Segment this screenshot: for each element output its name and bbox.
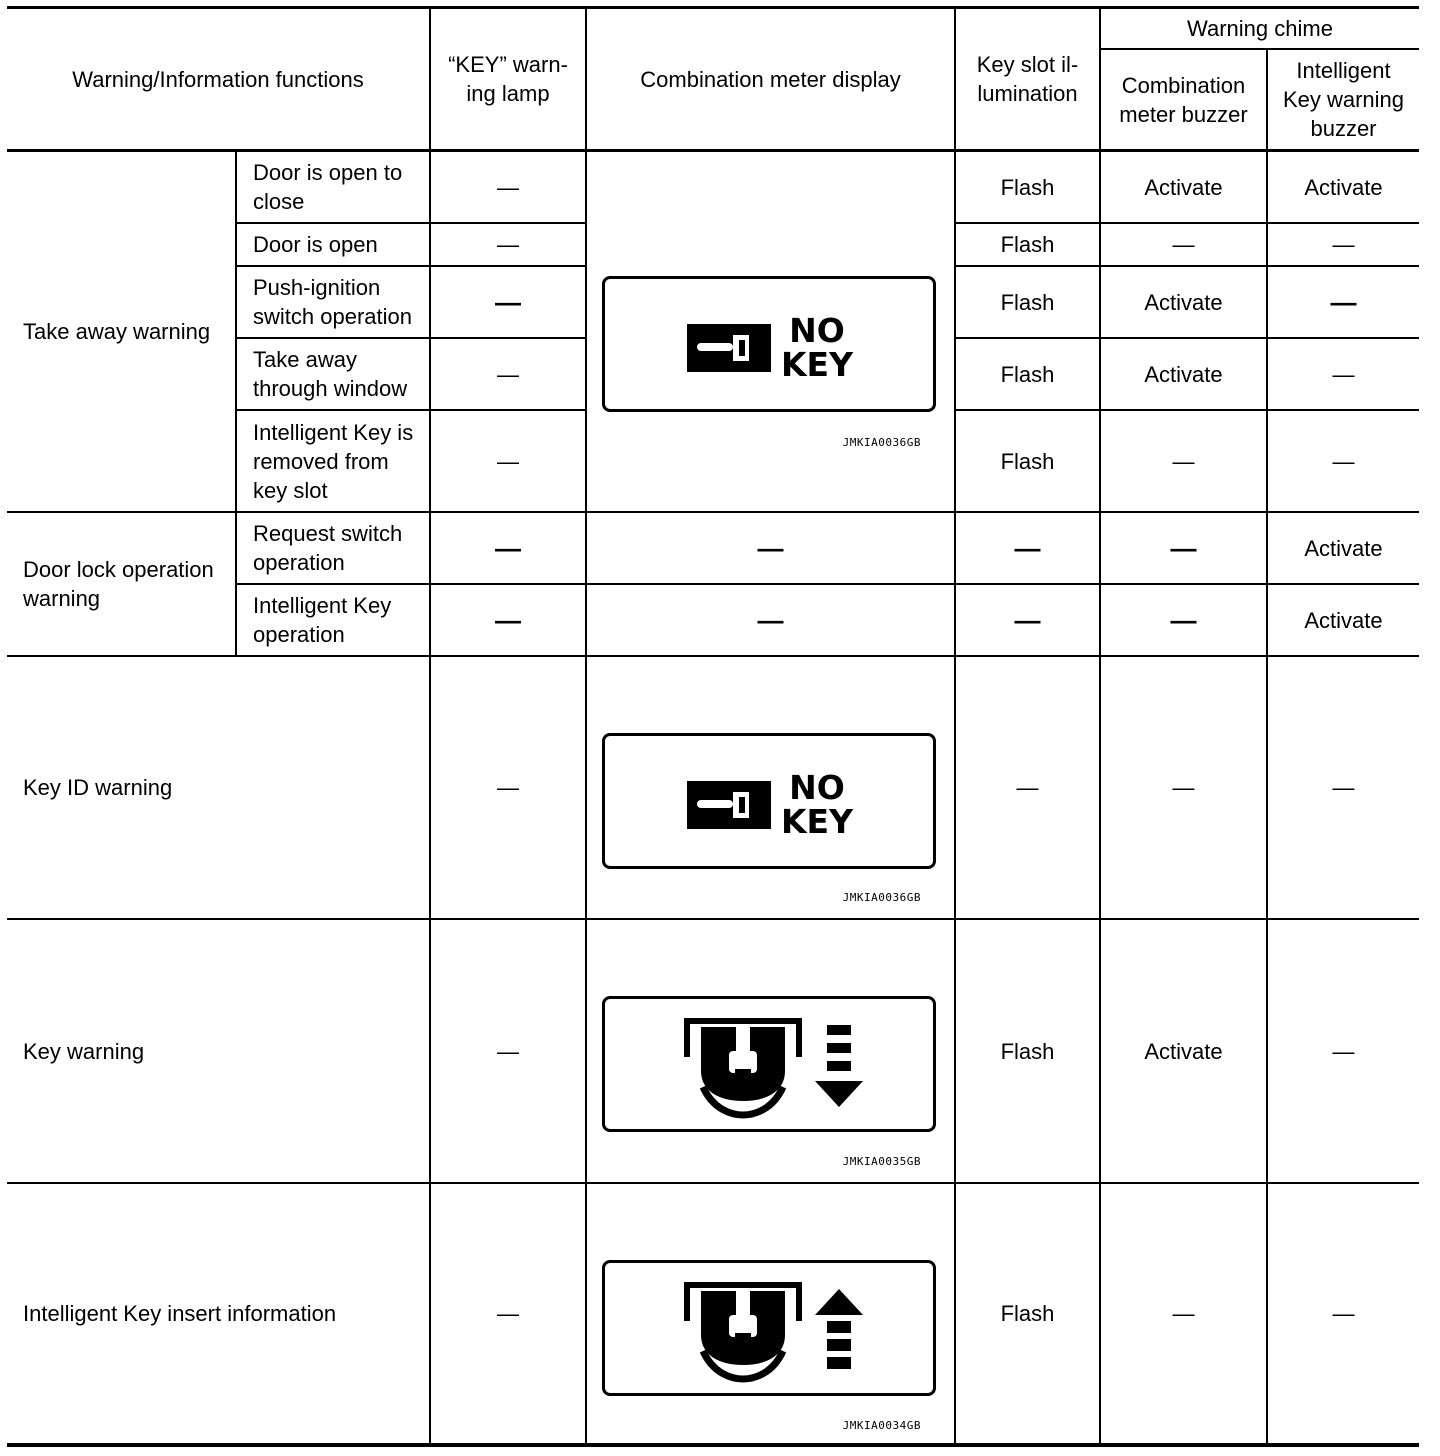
header-functions: Warning/Information functions: [72, 66, 364, 92]
row-ikey-buzzer: —: [1330, 286, 1357, 317]
row-ikey-buzzer: —: [1332, 1038, 1355, 1064]
row-lamp: —: [497, 448, 519, 474]
no-key-line2: KEY: [780, 345, 854, 384]
row-meter-buzzer: Activate: [1144, 174, 1223, 200]
row-slot: Flash: [1000, 1301, 1055, 1326]
no-key-line1: NO: [789, 768, 845, 807]
row-lamp: —: [497, 174, 519, 200]
table-bottom-rule: [7, 1443, 1419, 1447]
header-key-slot: Key slot il-lumination: [976, 52, 1079, 106]
row-slot: Flash: [1000, 232, 1055, 257]
row-meter-buzzer: —: [1172, 232, 1195, 257]
row-lamp: —: [497, 232, 519, 257]
row-lamp: —: [495, 604, 521, 635]
row-function: Key ID warning: [23, 775, 173, 800]
row-meter-buzzer: Activate: [1144, 361, 1223, 387]
row-slot: Flash: [1000, 1038, 1055, 1064]
figure-code: JMKIA0036GB: [842, 436, 921, 449]
row-display: —: [757, 532, 784, 563]
no-key-display: [602, 276, 936, 412]
group-door-lock: Door lock operation warning: [23, 557, 214, 611]
header-key-lamp: “KEY” warn-ing lamp: [448, 52, 568, 106]
row-meter-buzzer: Activate: [1144, 289, 1223, 315]
row-ikey-buzzer: —: [1332, 1301, 1355, 1326]
key-icon: [687, 781, 771, 829]
row-lamp: —: [497, 361, 519, 387]
header-warning-chime: Warning chime: [1187, 16, 1333, 41]
row-meter-buzzer: —: [1172, 448, 1195, 474]
key-insert-display: [602, 1260, 936, 1396]
row-function: Request switch operation: [253, 521, 403, 575]
row-slot: Flash: [1000, 448, 1055, 474]
row-ikey-buzzer: —: [1332, 361, 1355, 387]
row-meter-buzzer: Activate: [1144, 1038, 1223, 1064]
header-meter-display: Combination meter display: [640, 66, 901, 92]
row-lamp: —: [497, 775, 519, 800]
key-slot-icon: [687, 1021, 799, 1115]
up-arrow-icon: [815, 1289, 863, 1369]
warning-function-table: [7, 6, 1419, 1448]
row-lamp: —: [495, 286, 521, 317]
row-ikey-buzzer: Activate: [1304, 607, 1383, 633]
header-meter-buzzer: Combination meter buzzer: [1119, 72, 1248, 127]
row-slot: —: [1014, 532, 1041, 563]
row-function: Take away through window: [253, 347, 408, 401]
row-lamp: —: [495, 532, 521, 563]
figure-code: JMKIA0036GB: [842, 891, 921, 904]
row-slot: Flash: [1000, 174, 1055, 200]
row-meter-buzzer: —: [1170, 604, 1197, 635]
figure-code: JMKIA0034GB: [842, 1419, 921, 1432]
header-ikey-buzzer: Intelligent Key warning buzzer: [1282, 58, 1405, 141]
row-function: Intelligent Key is removed from key slot: [253, 419, 414, 503]
row-ikey-buzzer: Activate: [1304, 174, 1383, 200]
column-rule: [585, 8, 587, 1445]
row-function: Push-ignition switch operation: [253, 275, 412, 329]
row-meter-buzzer: —: [1170, 532, 1197, 563]
row-slot: Flash: [1000, 289, 1055, 315]
row-function: Key warning: [23, 1038, 145, 1064]
row-slot: —: [1014, 604, 1041, 635]
row-meter-buzzer: —: [1172, 1301, 1195, 1326]
row-function: Intelligent Key insert information: [23, 1301, 337, 1326]
row-lamp: —: [497, 1038, 519, 1064]
row-ikey-buzzer: —: [1332, 775, 1355, 800]
row-ikey-buzzer: Activate: [1304, 535, 1383, 561]
no-key-line2: KEY: [780, 802, 854, 841]
row-display: —: [757, 604, 784, 635]
group-take-away: Take away warning: [23, 319, 211, 344]
row-lamp: —: [497, 1301, 519, 1326]
row-slot: —: [1016, 775, 1039, 800]
key-remove-display: [602, 996, 936, 1132]
key-icon: [687, 324, 771, 372]
no-key-display: [602, 733, 936, 869]
row-slot: Flash: [1000, 361, 1055, 387]
key-slot-icon: [687, 1285, 799, 1379]
row-function: Door is open to close: [253, 160, 403, 214]
row-ikey-buzzer: —: [1332, 232, 1355, 257]
down-arrow-icon: [815, 1025, 863, 1107]
row-function: Intelligent Key operation: [253, 593, 392, 647]
no-key-line1: NO: [789, 311, 845, 350]
row-meter-buzzer: —: [1172, 775, 1195, 800]
figure-code: JMKIA0035GB: [842, 1155, 921, 1168]
row-function: Door is open: [253, 232, 378, 257]
row-ikey-buzzer: —: [1332, 448, 1355, 474]
